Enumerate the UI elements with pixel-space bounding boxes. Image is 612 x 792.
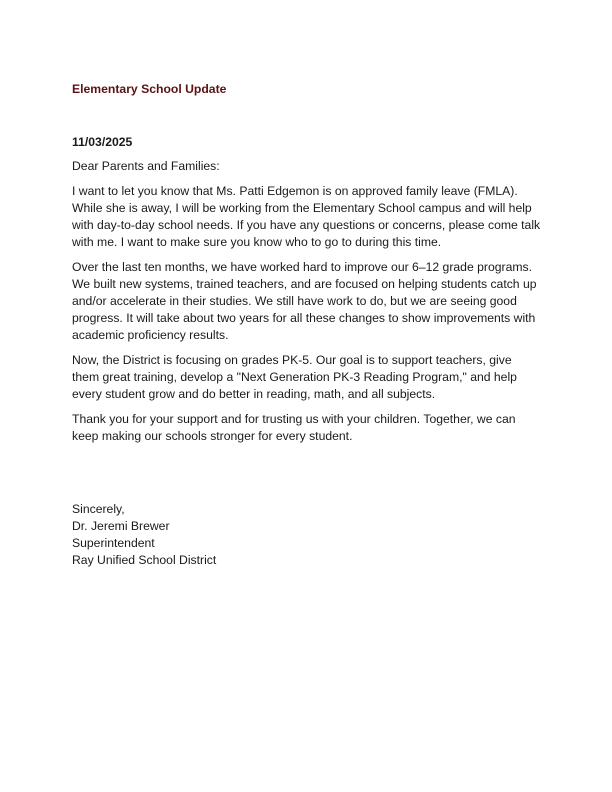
- signer-organization: Ray Unified School District: [72, 553, 217, 567]
- signer-title: Superintendent: [72, 536, 155, 550]
- letter-paragraph-progress: Over the last ten months, we have worked hard to improve our 6–12 grade programs. We built new systems, trained teachers, and are focused on helping students catch up and/or accelerate in their studies. We still have work to do, but we are seeing good progress. It will take about two years for all these changes to show improvements with academic proficiency results.: [72, 260, 537, 342]
- letter-date: 11/03/2025: [72, 135, 133, 149]
- letter-title: Elementary School Update: [72, 82, 227, 96]
- letter-paragraph-thanks: Thank you for your support and for trusting us with your children. Together, we can keep making our schools stronger for every student.: [72, 412, 516, 443]
- signer-name: Dr. Jeremi Brewer: [72, 519, 170, 533]
- signature-block: [72, 501, 542, 569]
- letter-paragraph-focus: Now, the District is focusing on grades PK-5. Our goal is to support teachers, give them great training, develop a "Next Generation PK-3 Reading Program," and help every student grow and do better in reading, math, and all subjects.: [72, 353, 517, 401]
- letter-page: [72, 81, 542, 569]
- letter-closing: Sincerely,: [72, 502, 125, 516]
- letter-paragraph-leave: I want to let you know that Ms. Patti Edgemon is on approved family leave (FMLA). While she is away, I will be working from the Elementary School campus and will help with day-to-day school needs. If you have any questions or concerns, please come talk with me. I want to make sure you know who to go to during this time.: [72, 184, 541, 249]
- letter-greeting: Dear Parents and Families:: [72, 159, 220, 173]
